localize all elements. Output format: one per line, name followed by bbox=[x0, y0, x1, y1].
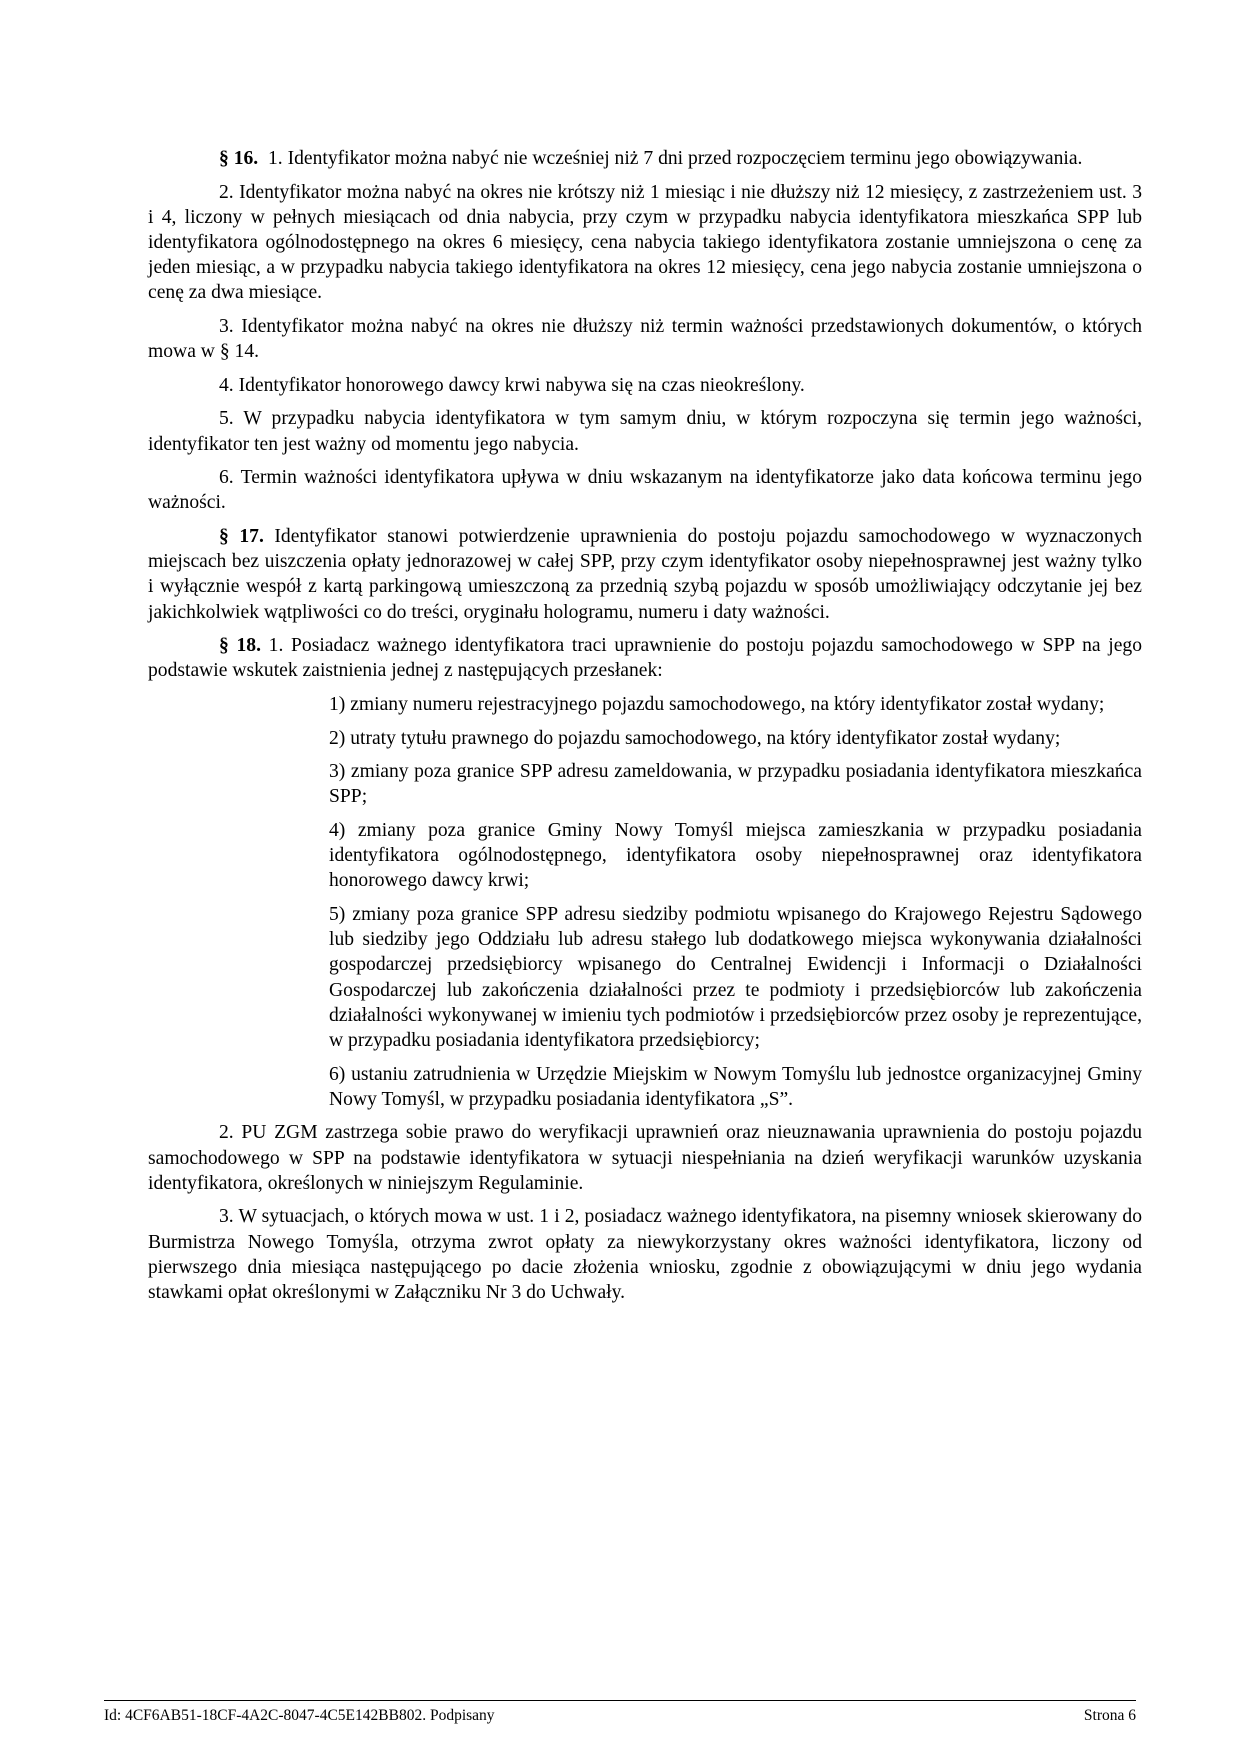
section-marker: § 18. bbox=[219, 635, 261, 657]
document-body bbox=[148, 146, 1142, 1314]
paragraph-18-2 bbox=[148, 1120, 1142, 1196]
paragraph-text: Identyfikator stanowi potwierdzenie uprawnienia do postoju pojazdu samochodowego w wyznaczonych miejscach bez uiszczenia opłaty jednorazowej w całej SPP, przy czym identyfikator osoby niepełnosprawnej jest ważny tylko i wyłącznie wespół z kartą parkingową umieszczoną za przednią szybą pojazdu w sposób umożliwiający odczytanie jej bez jakichkolwiek wątpliwości co do treści, oryginału hologramu, numeru i daty ważności. bbox=[148, 525, 1142, 623]
page-footer bbox=[104, 1700, 1136, 1725]
paragraph-text: 1. Identyfikator można nabyć nie wcześniej niż 7 dni przed rozpoczęciem terminu jego obowiązywania. bbox=[258, 148, 1083, 169]
paragraph-text: 3. Identyfikator można nabyć na okres nie dłuższy niż termin ważności przedstawionych dokumentów, o których mowa w § 14. bbox=[148, 316, 1142, 363]
paragraph-16-2 bbox=[148, 180, 1142, 306]
list-item: 6) ustaniu zatrudnienia w Urzędzie Miejskim w Nowym Tomyślu lub jednostce organizacyjnej Gminy Nowy Tomyśl, w przypadku posiadania identyfikatora „S”. bbox=[329, 1063, 1142, 1110]
page-number: Strona 6 bbox=[1083, 1707, 1136, 1724]
paragraph-16-4 bbox=[148, 373, 1142, 398]
section-18 bbox=[148, 633, 1142, 1305]
paragraph-18-1 bbox=[148, 633, 1142, 683]
conditions-list bbox=[148, 692, 1142, 1112]
paragraph-text: 4. Identyfikator honorowego dawcy krwi nabywa się na czas nieokreślony. bbox=[219, 374, 805, 396]
paragraph-text: 6. Termin ważności identyfikatora upływa w dniu wskazanym na identyfikatorze jako data końcowa terminu jego ważności. bbox=[148, 467, 1142, 514]
section-marker: § 17. bbox=[219, 525, 264, 547]
paragraph-text: 5. W przypadku nabycia identyfikatora w tym samym dniu, w którym rozpoczyna się termin jego ważności, identyfikator ten jest ważny od momentu jego nabycia. bbox=[148, 408, 1142, 455]
list-item: 1) zmiany numeru rejestracyjnego pojazdu samochodowego, na który identyfikator został wydany; bbox=[329, 693, 1105, 715]
list-item: 3) zmiany poza granice SPP adresu zameldowania, w przypadku posiadania identyfikatora mieszkańca SPP; bbox=[329, 761, 1142, 808]
paragraph-17 bbox=[148, 524, 1142, 625]
paragraph-text: 1. Posiadacz ważnego identyfikatora traci uprawnienie do postoju pojazdu samochodowego w SPP na jego podstawie wskutek zaistnienia jednej z następujących przesłanek: bbox=[148, 635, 1143, 682]
list-item: 5) zmiany poza granice SPP adresu siedziby podmiotu wpisanego do Krajowego Rejestru Sądowego lub siedziby jego Oddziału lub adresu stałego lub dodatkowego miejsca wykonywania działalności gospodarczej przedsiębiorcy wpisanego do Centralnej Ewidencji i Informacji o Działalności Gospodarczej lub zakończenia działalności przez te podmioty i przedsiębiorców lub zakończenia działalności wykonywanej w imieniu tych podmiotów i przedsiębiorców przez osoby je reprezentujące, w przypadku posiadania identyfikatora przedsiębiorcy; bbox=[329, 903, 1142, 1051]
paragraph-18-3 bbox=[148, 1204, 1142, 1305]
footer-row bbox=[104, 1707, 1136, 1725]
section-16 bbox=[148, 146, 1142, 516]
document-id: Id: 4CF6AB51-18CF-4A2C-8047-4C5E142BB802. Podpisany bbox=[104, 1707, 495, 1724]
paragraph-16-5 bbox=[148, 406, 1142, 456]
paragraph-16-3 bbox=[148, 314, 1142, 364]
section-17 bbox=[148, 524, 1142, 625]
list-item: 4) zmiany poza granice Gminy Nowy Tomyśl miejsca zamieszkania w przypadku posiadania identyfikatora ogólnodostępnego, identyfikatora osoby niepełnosprawnej oraz identyfikatora honorowego dawcy krwi; bbox=[329, 819, 1142, 892]
list-item: 2) utraty tytułu prawnego do pojazdu samochodowego, na który identyfikator został wydany; bbox=[329, 727, 1061, 749]
paragraph-text: 2. Identyfikator można nabyć na okres nie krótszy niż 1 miesiąc i nie dłuższy niż 12 miesięcy, z zastrzeżeniem ust. 3 i 4, liczony w pełnych miesiącach od dnia nabycia, przy czym w przypadku nabycia identyfikatora mieszkańca SPP lub identyfikatora ogólnodostępnego na okres 6 miesięcy, cena nabycia takiego identyfikatora zostanie umniejszona o cenę za jeden miesiąc, a w przypadku nabycia takiego identyfikatora na okres 12 miesięcy, cena jego nabycia zostanie umniejszona o cenę za dwa miesiące. bbox=[148, 181, 1142, 304]
footer-divider bbox=[104, 1700, 1136, 1701]
paragraph-16-6 bbox=[148, 465, 1142, 515]
paragraph-text: 3. W sytuacjach, o których mowa w ust. 1 i 2, posiadacz ważnego identyfikatora, na pisemny wniosek skierowany do Burmistrza Nowego Tomyśla, otrzyma zwrot opłaty za niewykorzystany okres ważności identyfikatora, liczony od pierwszego dnia miesiąca następującego po dacie złożenia wniosku, zgodnie z obowiązującymi w dniu jego wydania stawkami opłat określonymi w Załączniku Nr 3 do Uchwały. bbox=[148, 1206, 1142, 1303]
paragraph-text: 2. PU ZGM zastrzega sobie prawo do weryfikacji uprawnień oraz nieuznawania uprawnienia do postoju pojazdu samochodowego w SPP na podstawie identyfikatora w sytuacji niespełniania na dzień weryfikacji warunków uzyskania identyfikatora, określonych w niniejszym Regulaminie. bbox=[148, 1122, 1142, 1194]
paragraph-16-1 bbox=[148, 146, 1142, 171]
section-marker: § 16. bbox=[219, 148, 259, 169]
